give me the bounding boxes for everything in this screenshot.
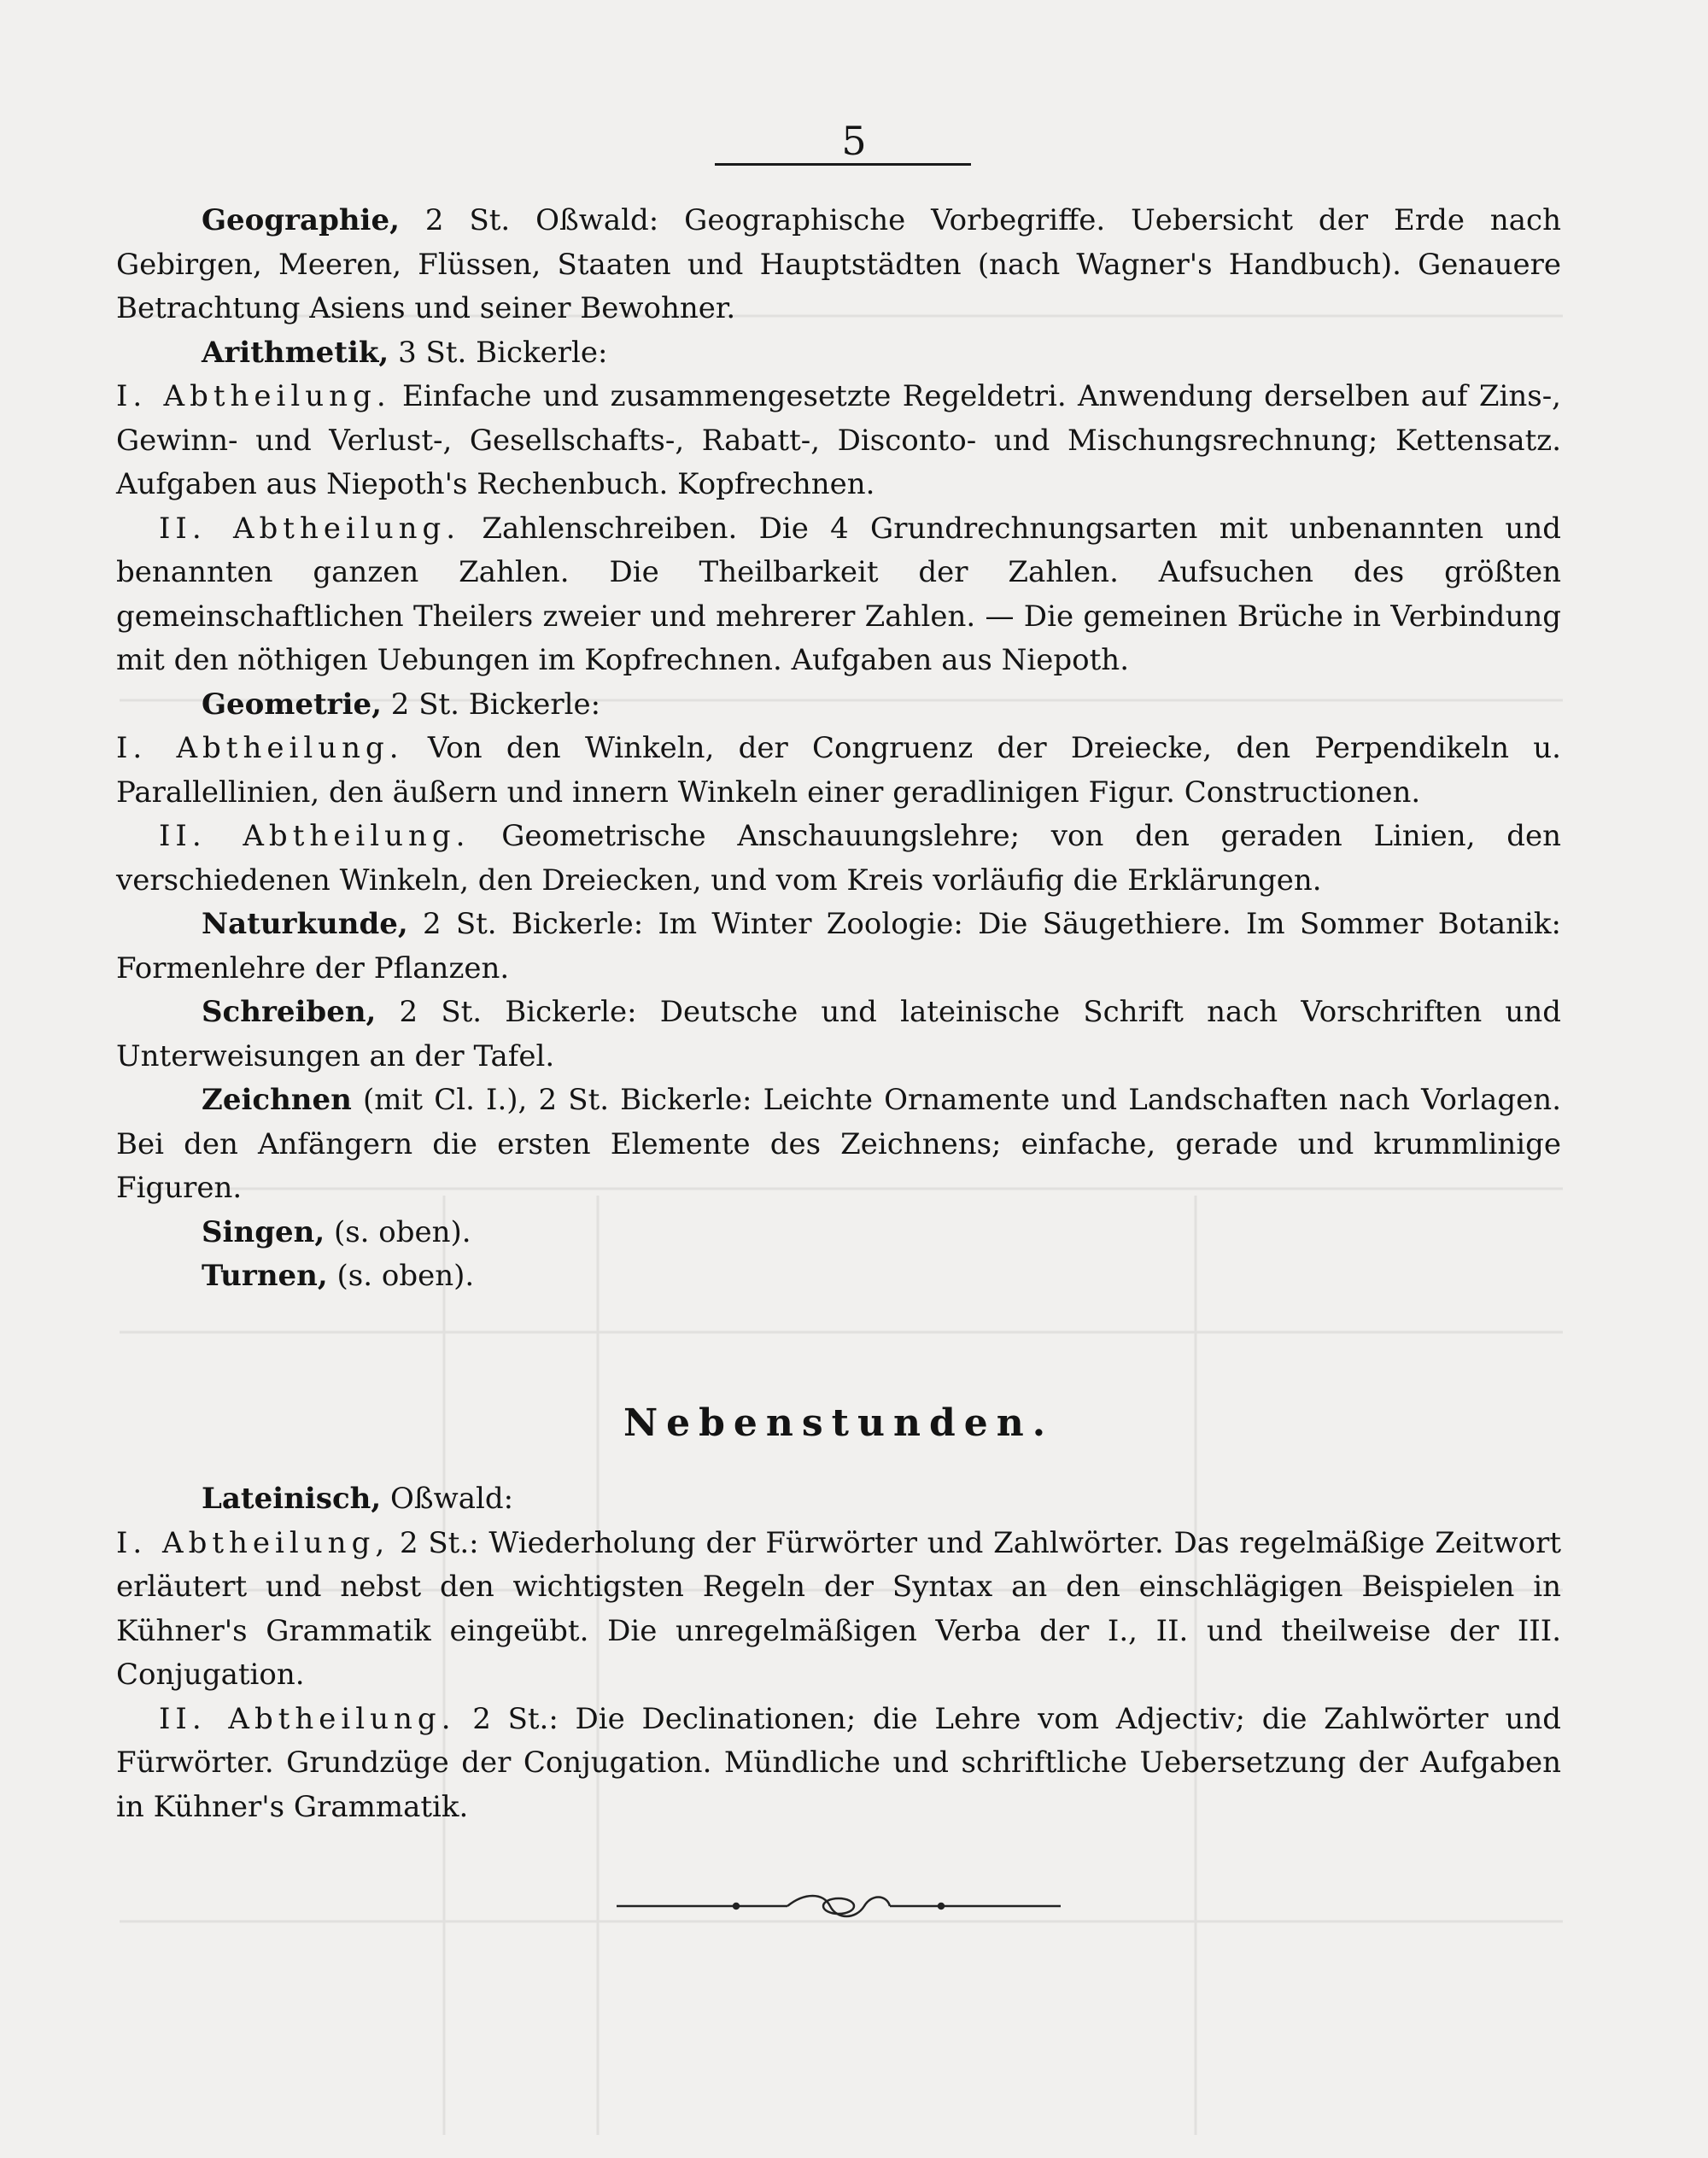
abteilung-text: Geometrische Anschauungslehre; von den geraden Linien, den verschiedenen Winkeln, den Dreiecken, und vom Kreis vorläufig die Erklärungen. bbox=[116, 819, 1562, 898]
paragraph-text: 2 St. Bickerle: bbox=[381, 687, 601, 722]
paragraph-text: (s. oben). bbox=[325, 1214, 471, 1249]
paragraph-geographie bbox=[116, 199, 1561, 331]
subject-heading: Geometrie, bbox=[202, 687, 382, 722]
abteilung-text: 2 St.: Wiederholung der Fürwörter und Zahlwörter. Das regelmäßige Zeitwort erläutert und nebst den wichtigsten Regeln der Syntax an den einschlägigen Beispielen in Kühner's Grammatik eingeübt. Die unregelmäßigen Verba der I., II. und theilweise der III. Conjugation. bbox=[116, 1525, 1561, 1692]
abteilung-text: Von den Winkeln, der Congruenz der Dreiecke, den Perpendikeln u. Parallellinien, den äußern und innern Winkeln einer geradlinigen Figur. Constructionen. bbox=[116, 731, 1561, 810]
abteilung-text: Zahlenschreiben. Die 4 Grundrechnungsarten mit unbenannten und benannten ganzen Zahlen. Die Theilbarkeit der Zahlen. Aufsuchen des größten gemeinschaftlichen Theilers zweier und mehrerer Zahlen. — Die gemeinen Brüche in Verbindung mit den nöthigen Uebungen im Kopfrechnen. Aufgaben aus Niepoth. bbox=[116, 511, 1561, 677]
abteilung-label: II. Abtheilung. bbox=[159, 819, 471, 853]
paragraph-singen bbox=[116, 1211, 1561, 1255]
subject-heading: Zeichnen bbox=[202, 1083, 352, 1117]
abteilung-label: I. Abtheilung. bbox=[116, 379, 391, 413]
paragraph-text: (mit Cl. I.), 2 St. Bickerle: Leichte Ornamente und Landschaften nach Vorlagen. Bei den Anfängern die ersten Elemente des Zeichnens; einfache, gerade und krummlinige Figuren. bbox=[116, 1083, 1561, 1205]
subject-heading: Lateinisch, bbox=[202, 1482, 382, 1516]
lateinisch-abt1 bbox=[116, 1522, 1561, 1698]
paragraph-text: Oßwald: bbox=[381, 1482, 514, 1516]
paragraph-lateinisch bbox=[116, 1477, 1561, 1522]
section-heading-nebenstunden: Nebenstunden. bbox=[623, 1401, 1055, 1445]
subject-heading: Singen, bbox=[202, 1214, 325, 1249]
paragraph-naturkunde bbox=[116, 903, 1561, 991]
subject-heading: Schreiben, bbox=[202, 995, 377, 1029]
ornament-divider bbox=[600, 1889, 1078, 1923]
paragraph-arithmetik bbox=[116, 331, 1561, 376]
paragraph-schreiben bbox=[116, 991, 1561, 1079]
abteilung-label: I. Abtheilung, bbox=[116, 1525, 390, 1560]
abteilung-label: II. Abtheilung. bbox=[159, 1701, 456, 1736]
subject-heading: Turnen, bbox=[202, 1259, 328, 1293]
paragraph-text: 2 St. Bickerle: Deutsche und lateinische Schrift nach Vorschriften und Unterweisungen an der Tafel. bbox=[116, 995, 1561, 1073]
page-number: 5 bbox=[841, 118, 867, 164]
geometrie-abt2 bbox=[116, 815, 1561, 903]
abteilung-label: I. Abtheilung. bbox=[116, 731, 404, 765]
lateinisch-abt2 bbox=[116, 1698, 1561, 1830]
abteilung-text: Einfache und zusammengesetzte Regeldetri. Anwendung derselben auf Zins-, Gewinn- und Verlust-, Gesellschafts-, Rabatt-, Disconto- und Mischungsrechnung; Kettensatz. Aufgaben aus Niepoth's Rechenbuch. Kopfrechnen. bbox=[116, 379, 1561, 501]
subject-heading: Geographie, bbox=[202, 203, 400, 237]
header-rule bbox=[715, 163, 971, 166]
paragraph-text: 2 St. Oßwald: Geographische Vorbegriffe. Uebersicht der Erde nach Gebirgen, Meeren, Flüssen, Staaten und Hauptstädten (nach Wagner's Handbuch). Genauere Betrachtung Asiens und seiner Bewohner. bbox=[116, 203, 1561, 325]
paragraph-text: 2 St. Bickerle: Im Winter Zoologie: Die Säugethiere. Im Sommer Botanik: Formenlehre der Pflanzen. bbox=[116, 907, 1561, 985]
body-text bbox=[116, 199, 1561, 1923]
paragraph-geometrie bbox=[116, 683, 1561, 728]
subject-heading: Arithmetik, bbox=[202, 335, 389, 370]
paragraph-text: (s. oben). bbox=[327, 1259, 475, 1293]
paragraph-zeichnen bbox=[116, 1079, 1561, 1211]
geometrie-abt1 bbox=[116, 727, 1561, 815]
paragraph-text: 3 St. Bickerle: bbox=[389, 335, 608, 370]
arithmetik-abt2 bbox=[116, 507, 1561, 683]
abteilung-label: II. Abtheilung. bbox=[159, 511, 461, 546]
subject-heading: Naturkunde, bbox=[202, 907, 408, 941]
abteilung-text: 2 St.: Die Declinationen; die Lehre vom Adjectiv; die Zahlwörter und Fürwörter. Grundzüge der Conjugation. Mündliche und schriftliche Uebersetzung der Aufgaben in Kühner's Grammatik. bbox=[116, 1701, 1561, 1824]
paragraph-turnen bbox=[116, 1254, 1561, 1299]
arithmetik-abt1 bbox=[116, 375, 1561, 507]
